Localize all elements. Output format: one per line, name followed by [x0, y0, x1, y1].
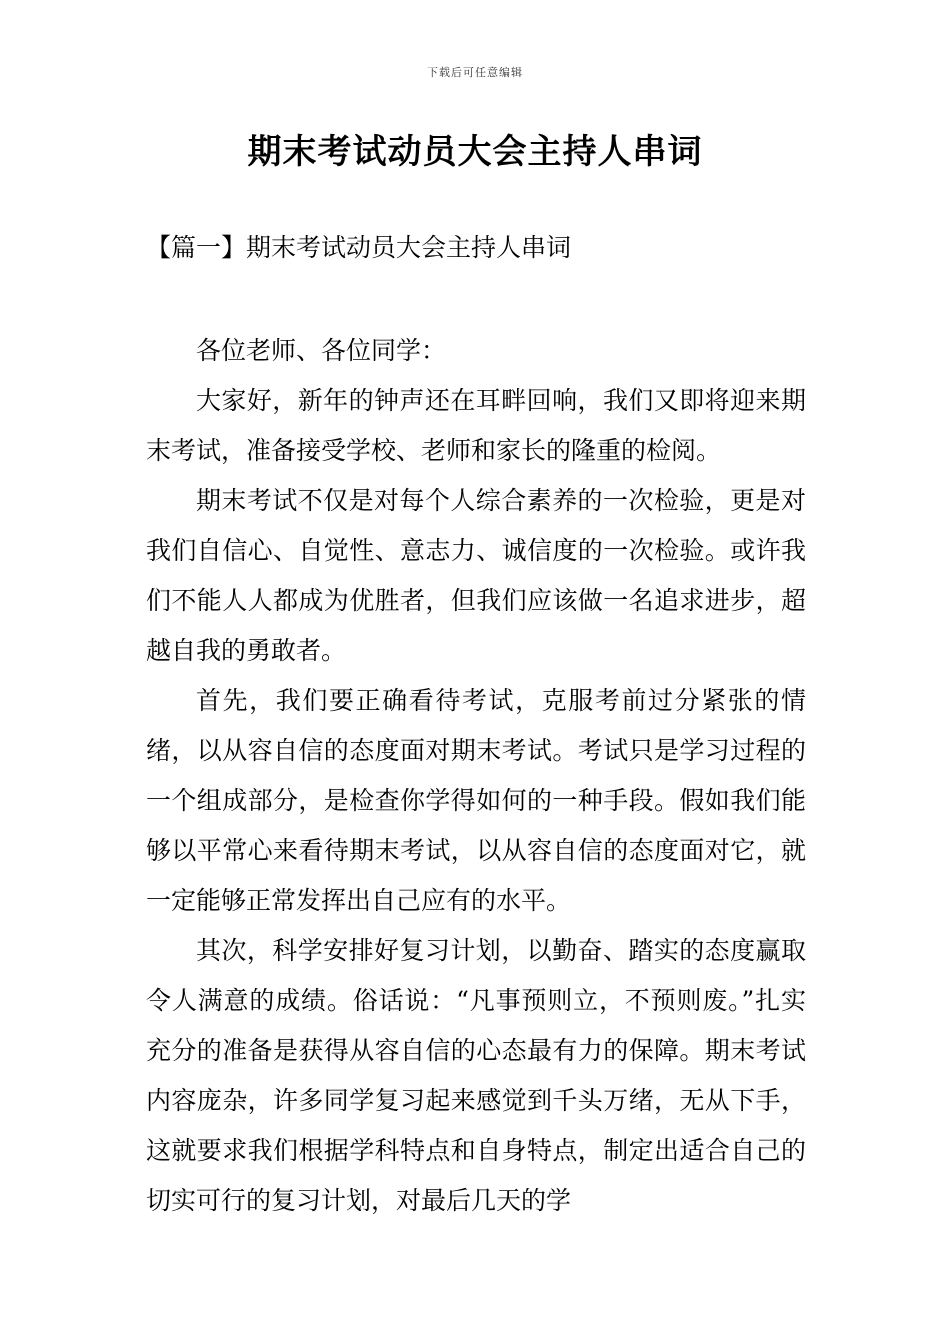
paragraph-greeting: 各位老师、各位同学：: [196, 336, 447, 365]
document-title: 期末考试动员大会主持人串词: [247, 132, 703, 172]
paragraph-intro: 大家好，新年的钟声还在耳畔回响，我们又即将迎来期末考试，准备接受学校、老师和家长的隆重的检阅。: [146, 386, 806, 465]
page-header-note: 下载后可任意编辑: [427, 66, 523, 79]
paragraph-exam-significance: 期末考试不仅是对每个人综合素养的一次检验，更是对我们自信心、自觉性、意志力、诚信度的一次检验。或许我们不能人人都成为优胜者，但我们应该做一名追求进步，超越自我的勇敢者。: [146, 486, 806, 665]
paragraph-second-point: 其次，科学安排好复习计划，以勤奋、踏实的态度赢取令人满意的成绩。俗话说：“凡事预则立，不预则废。”扎实充分的准备是获得从容自信的心态最有力的保障。期末考试内容庞杂，许多同学复习起来感觉到千头万绪，无从下手，这就要求我们根据学科特点和自身特点，制定出适合自己的切实可行的复习计划，对最后几天的学: [146, 936, 806, 1215]
paragraph-first-point: 首先，我们要正确看待考试，克服考前过分紧张的情绪，以从容自信的态度面对期末考试。考试只是学习过程的一个组成部分，是检查你学得如何的一种手段。假如我们能够以平常心来看待期末考试，以从容自信的态度面对它，就一定能够正常发挥出自己应有的水平。: [146, 686, 806, 915]
document-body: [146, 326, 806, 1226]
section-heading: 【篇一】期末考试动员大会主持人串词: [146, 233, 572, 262]
